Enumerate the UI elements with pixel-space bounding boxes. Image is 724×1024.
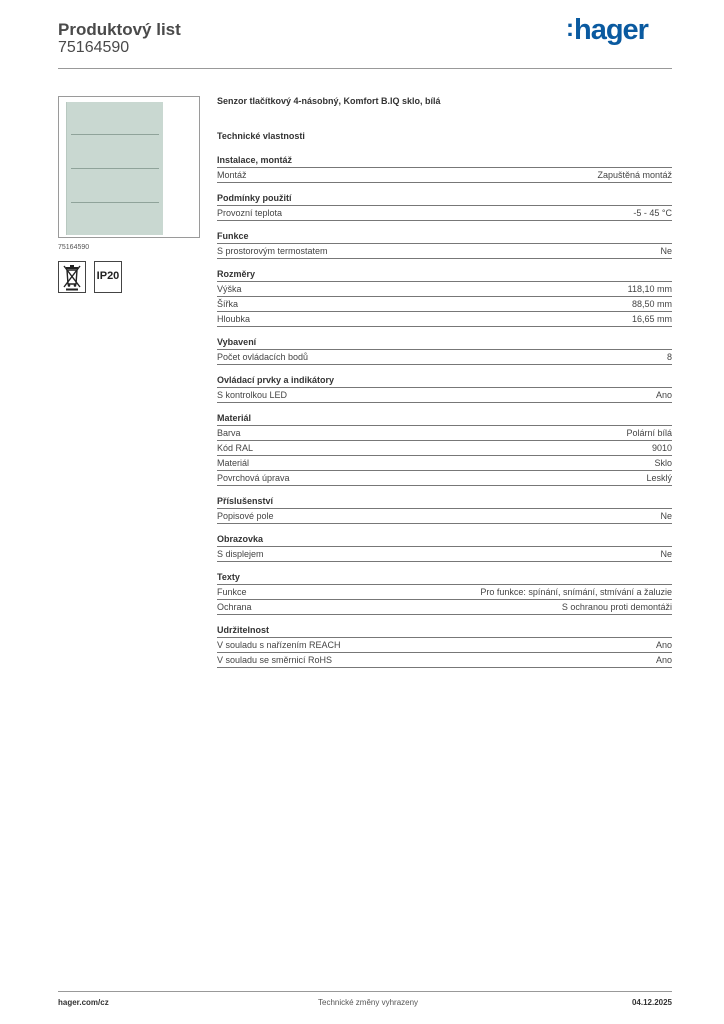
spec-value: -5 - 45 °C <box>633 208 672 218</box>
product-name: Senzor tlačítkový 4-násobný, Komfort B.IQ sklo, bílá <box>217 96 441 106</box>
spec-row <box>217 456 672 471</box>
spec-label: Materiál <box>217 458 250 468</box>
spec-group-title: Rozměry <box>217 268 672 282</box>
spec-group <box>217 230 672 259</box>
spec-value: Ano <box>655 640 672 650</box>
spec-label: Počet ovládacích bodů <box>217 352 309 362</box>
weee-badge <box>58 261 86 293</box>
spec-group <box>217 571 672 615</box>
spec-group-title: Texty <box>217 571 672 585</box>
spec-row <box>217 600 672 615</box>
spec-group-title: Podmínky použití <box>217 192 672 206</box>
spec-value: Pro funkce: spínání, snímání, stmívání a žaluzie <box>480 587 672 597</box>
spec-group-title: Vybavení <box>217 336 672 350</box>
spec-value: S ochranou proti demontáži <box>561 602 672 612</box>
spec-value: 16,65 mm <box>631 314 672 324</box>
ip-rating-badge: IP20 <box>94 261 122 293</box>
sensor-separator <box>71 168 159 169</box>
spec-row <box>217 388 672 403</box>
sensor-separator <box>71 134 159 135</box>
crossed-bin-icon <box>59 262 85 292</box>
spec-value: Lesklý <box>646 473 672 483</box>
spec-label: Provozní teplota <box>217 208 283 218</box>
spec-value: 8 <box>666 352 672 362</box>
spec-row <box>217 297 672 312</box>
spec-row <box>217 312 672 327</box>
spec-value: Ne <box>660 549 672 559</box>
footer-website: hager.com/cz <box>58 998 109 1007</box>
footer-notice: Technické změny vyhrazeny <box>318 998 419 1007</box>
spec-value: Zapuštěná montáž <box>597 170 672 180</box>
technical-properties-heading: Technické vlastnosti <box>217 131 305 141</box>
spec-row <box>217 350 672 365</box>
spec-label: Hloubka <box>217 314 251 324</box>
spec-row <box>217 638 672 653</box>
page-title: Produktový list <box>58 20 181 39</box>
spec-group-title: Ovládací prvky a indikátory <box>217 374 672 388</box>
spec-group-title: Instalace, montáž <box>217 154 672 168</box>
spec-value: Ne <box>660 246 672 256</box>
sensor-illustration <box>66 102 163 235</box>
spec-group <box>217 374 672 403</box>
spec-value: Sklo <box>654 458 672 468</box>
spec-row <box>217 206 672 221</box>
spec-row <box>217 471 672 486</box>
spec-value: Ne <box>660 511 672 521</box>
product-image <box>58 96 200 238</box>
spec-group <box>217 336 672 365</box>
spec-group <box>217 154 672 183</box>
document-number: 75164590 <box>58 39 130 56</box>
header-divider <box>58 68 672 69</box>
spec-row <box>217 653 672 668</box>
spec-value: Ano <box>655 655 672 665</box>
spec-label: Popisové pole <box>217 511 274 521</box>
logo-text: hager <box>574 14 648 46</box>
specifications-table <box>217 154 672 677</box>
spec-value: Ano <box>655 390 672 400</box>
spec-label: V souladu s nařízením REACH <box>217 640 341 650</box>
spec-group <box>217 268 672 327</box>
spec-group <box>217 495 672 524</box>
spec-value: 118,10 mm <box>627 284 672 294</box>
spec-label: Funkce <box>217 587 247 597</box>
spec-label: S kontrolkou LED <box>217 390 288 400</box>
spec-group-title: Udržitelnost <box>217 624 672 638</box>
spec-value: 88,50 mm <box>631 299 672 309</box>
spec-label: V souladu se směrnicí RoHS <box>217 655 333 665</box>
spec-group <box>217 624 672 668</box>
spec-label: Šířka <box>217 299 239 309</box>
spec-value: Polární bílá <box>626 428 672 438</box>
spec-value: 9010 <box>651 443 672 453</box>
spec-group-title: Funkce <box>217 230 672 244</box>
sensor-separator <box>71 202 159 203</box>
spec-label: Ochrana <box>217 602 252 612</box>
footer-divider <box>58 991 672 992</box>
spec-group <box>217 533 672 562</box>
spec-group-title: Materiál <box>217 412 672 426</box>
footer-date: 04.12.2025 <box>631 998 672 1007</box>
image-caption: 75164590 <box>58 244 90 251</box>
spec-row <box>217 168 672 183</box>
spec-row <box>217 585 672 600</box>
spec-label: S prostorovým termostatem <box>217 246 328 256</box>
spec-row <box>217 282 672 297</box>
spec-label: Povrchová úprava <box>217 473 290 483</box>
spec-row <box>217 547 672 562</box>
spec-group <box>217 412 672 486</box>
spec-group-title: Obrazovka <box>217 533 672 547</box>
spec-label: Montáž <box>217 170 247 180</box>
spec-label: Výška <box>217 284 242 294</box>
hager-logo: :hager <box>566 14 648 46</box>
spec-label: Kód RAL <box>217 443 254 453</box>
spec-label: Barva <box>217 428 241 438</box>
spec-group-title: Příslušenství <box>217 495 672 509</box>
spec-row <box>217 426 672 441</box>
spec-label: S displejem <box>217 549 264 559</box>
spec-group <box>217 192 672 221</box>
spec-row <box>217 441 672 456</box>
spec-row <box>217 509 672 524</box>
spec-row <box>217 244 672 259</box>
